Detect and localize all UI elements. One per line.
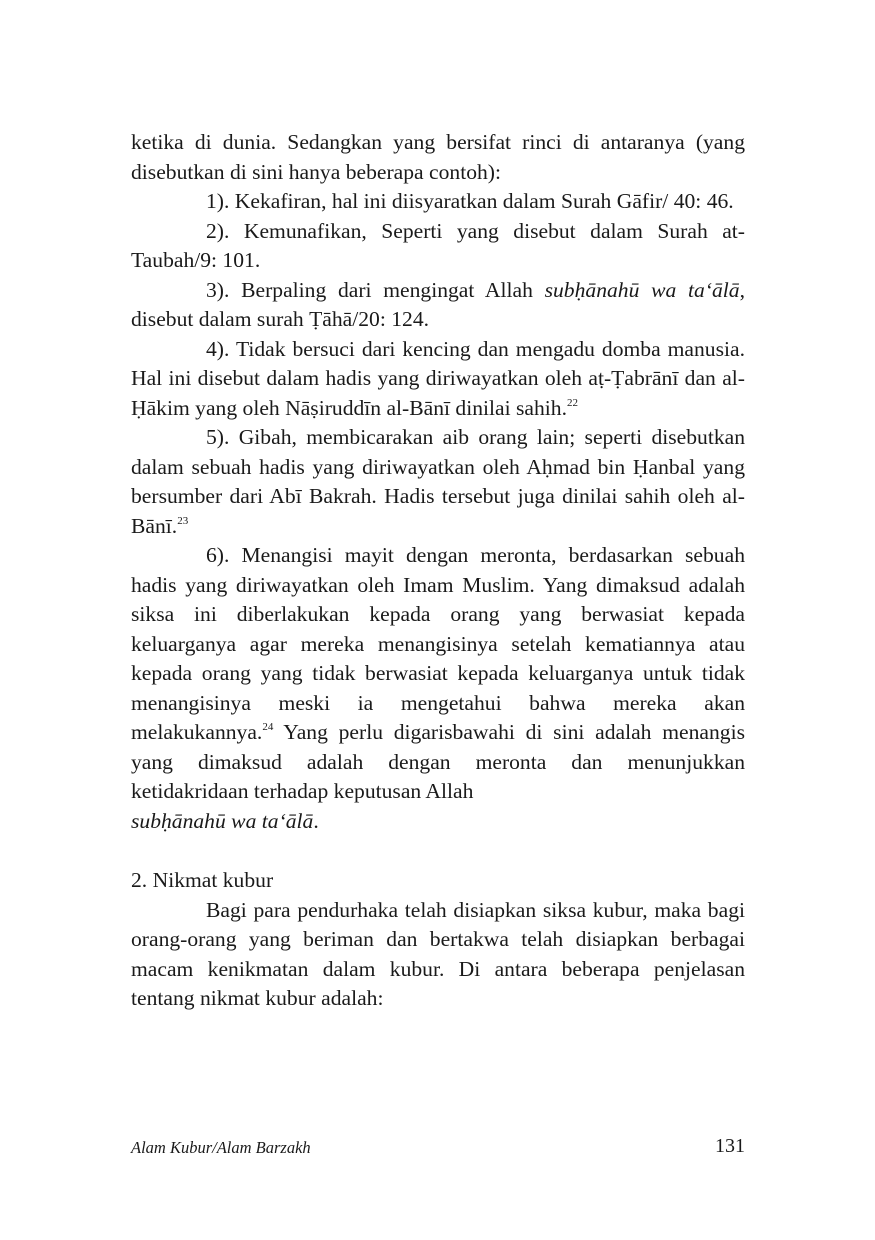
list-item-4 — [131, 335, 745, 424]
list-item-1: 1). Kekafiran, hal ini diisyaratkan dalam Surah Gāfir/ 40: 46. — [206, 189, 734, 213]
item3-italic: subḥānahū wa ta‘ālā — [544, 277, 740, 302]
running-title: Alam Kubur/Alam Barzakh — [131, 1138, 311, 1157]
page-number: 131 — [715, 1135, 745, 1157]
item6-italic: subḥānahū wa ta‘ālā — [131, 808, 314, 833]
page-body — [131, 128, 745, 1014]
item4-text: 4). Tidak bersuci dari kencing dan mengadu domba manusia. Hal ini disebut dalam hadis yang diriwayatkan oleh aṭ-Ṭabrānī dan al-Ḥākim yang oleh Nāṣiruddīn al-Bānī dinilai sahih. — [131, 336, 745, 420]
item5-text: 5). Gibah, membicarakan aib orang lain; seperti disebutkan dalam sebuah hadis yang diriwayatkan oleh Aḥmad bin Ḥanbal yang bersumber dari Abī Bakrah. Hadis tersebut juga dinilai sahih oleh al-Bānī. — [131, 425, 745, 538]
footnote-ref-24[interactable]: 24 — [262, 721, 274, 733]
section-heading: 2. Nikmat kubur — [131, 868, 274, 892]
item3-text: 3). Berpaling dari mengingat Allah — [206, 277, 545, 302]
item6-text-cont: Yang perlu digarisbawahi di sini adalah menangis yang dimaksud adalah dengan meronta dan menunjukkan ketidakridaan terhadap keputusan Allah — [131, 720, 745, 803]
footnote-ref-23[interactable]: 23 — [177, 514, 189, 527]
list-item-6 — [131, 541, 745, 836]
item6-text: 6). Menangisi mayit dengan meronta, berdasarkan sebuah hadis yang diriwayatkan oleh Imam Muslim. Yang dimaksud adalah siksa ini diberlakukan kepada orang yang berwasiat kepada keluarganya agar mereka menangisinya setelah kematiannya atau kepada orang yang tidak berwasiat kepada keluarganya untuk tidak menangisinya meski ia mengetahui bahwa mereka akan melakukannya. — [131, 543, 745, 744]
closing-paragraph: Bagi para pendurhaka telah disiapkan siksa kubur, maka bagi orang-orang yang beriman dan bertakwa telah disiapkan berbagai macam kenikmatan dalam kubur. Di antara beberapa penjelasan tentang nikmat kubur adalah: — [131, 897, 745, 1010]
intro-paragraph: ketika di dunia. Sedangkan yang bersifat rinci di antaranya (yang disebutkan di sini hanya beberapa contoh): — [131, 130, 745, 184]
item3-text-end: , disebut dalam surah Ṭāhā/20: 124. — [131, 277, 745, 331]
list-item-2: 2). Kemunafikan, Seperti yang disebut dalam Surah at-Taubah/9: 101. — [131, 218, 745, 272]
item6-end: . — [313, 808, 319, 833]
list-item-3 — [131, 276, 745, 335]
footnote-ref-22[interactable]: 22 — [567, 396, 578, 409]
list-item-5 — [131, 423, 745, 541]
